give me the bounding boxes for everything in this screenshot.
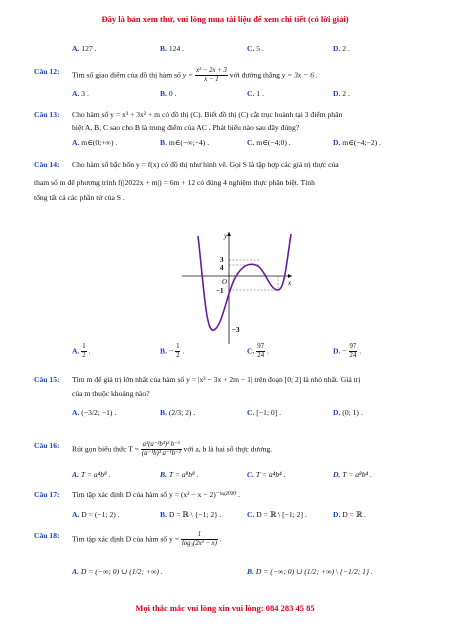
option-label: D. bbox=[333, 510, 341, 519]
option-value: T = a⁴b⁴ . bbox=[253, 470, 286, 479]
option-value: 127 . bbox=[79, 44, 97, 53]
option-label: D. bbox=[333, 44, 341, 53]
tick-3: 3 bbox=[220, 256, 224, 264]
option-value: 2 . bbox=[340, 89, 350, 98]
option-label: B. bbox=[160, 408, 167, 417]
y-label: y bbox=[224, 232, 228, 240]
option-label: C. bbox=[247, 89, 255, 98]
option-label: C. bbox=[247, 510, 255, 519]
x-label: x bbox=[288, 279, 292, 287]
prev-option-c bbox=[247, 44, 264, 53]
option-value: D = ℝ \ {−1; 2} . bbox=[166, 510, 222, 519]
option-label: C. bbox=[247, 470, 254, 479]
option-label: D. bbox=[333, 408, 341, 417]
q15-option-a bbox=[72, 408, 116, 417]
q16-option-c bbox=[247, 470, 286, 479]
option-value: (0; 1) . bbox=[340, 408, 363, 417]
option-label: B. bbox=[160, 470, 167, 479]
q15-option-c bbox=[247, 408, 281, 417]
question-text: Tìm tập xác định D của hàm số y = (x² − x − 2)⁻ˡᵒᵍ²⁰²⁰ . bbox=[72, 490, 240, 499]
q14-option-b: B. − $\frac{1}{2}$ . bbox=[160, 343, 185, 359]
option-label: A. bbox=[72, 44, 80, 53]
question-text-line1: Cho hàm số y = x³ + 3x² + m có đồ thị (C). Biết đồ thị (C) cắt trục hoành tại 3 điểm phân bbox=[72, 110, 343, 119]
q13-option-b bbox=[160, 138, 209, 147]
option-value: 2 . bbox=[340, 44, 350, 53]
q16-option-a bbox=[72, 470, 111, 479]
option-label: A. bbox=[72, 89, 80, 98]
q13-option-c bbox=[247, 138, 291, 147]
prev-option-a bbox=[72, 44, 96, 53]
option-label: B. bbox=[160, 44, 167, 53]
preview-banner: Đây là bản xem thử, vui lòng mua tài liệu để xem chi tiết (có lời giải) bbox=[101, 14, 349, 24]
q15-option-b bbox=[160, 408, 195, 417]
contact-banner: Mọi thắc mắc vui lòng xin vui lòng: 084 283 45 85 bbox=[135, 603, 315, 613]
q16-option-d bbox=[333, 470, 372, 479]
prev-option-d bbox=[333, 44, 350, 53]
q13-option-a bbox=[72, 138, 117, 147]
option-value: m∈(−∞;−4) . bbox=[166, 138, 210, 147]
option-label: B. bbox=[160, 510, 167, 519]
option-label: A. bbox=[72, 138, 80, 147]
function-curve bbox=[198, 234, 291, 330]
option-value: 3 . bbox=[79, 89, 89, 98]
option-value: T = a⁴b⁸ . bbox=[78, 470, 111, 479]
q14-option-c: C. $\frac{97}{24}$ . bbox=[247, 343, 269, 359]
option-value: (2/3; 2) . bbox=[166, 408, 196, 417]
option-value: T = a⁸b⁸ . bbox=[166, 470, 199, 479]
option-value: D = (−∞; 0) ∪ (1/2; +∞) \ {−1/2; 1} . bbox=[253, 567, 373, 576]
q18-option-b bbox=[247, 567, 373, 576]
option-label: A. bbox=[72, 408, 80, 417]
prev-option-b bbox=[160, 44, 184, 53]
tick-minus1: −1 bbox=[216, 287, 224, 295]
function-graph bbox=[176, 228, 296, 346]
option-value: 124 . bbox=[166, 44, 185, 53]
q15-option-d bbox=[333, 408, 363, 417]
x-axis-arrow bbox=[288, 274, 292, 278]
fraction: $\frac{1}{\text{log₃(2x² − x)}}$ bbox=[181, 531, 217, 547]
question-number: Câu 16: bbox=[34, 441, 60, 450]
option-value: m∈(−4;−2) . bbox=[340, 138, 381, 147]
question-text-line1: Cho hàm số bậc bốn y = f(x) có đồ thị như hình vẽ. Gọi S là tập hợp các giá trị thực của bbox=[72, 160, 339, 169]
q13-option-d bbox=[333, 138, 381, 147]
q17-option-a bbox=[72, 510, 120, 519]
question-text: Tìm tập xác định D của hàm số y = $\frac{1}{\text{log₃(2x² − x)}}$ . bbox=[72, 531, 222, 547]
origin-label: O bbox=[222, 278, 228, 286]
option-label: B. bbox=[160, 89, 167, 98]
option-label: B. bbox=[160, 138, 167, 147]
option-value: m∈(0;+∞) . bbox=[79, 138, 118, 147]
q17-option-d bbox=[333, 510, 366, 519]
question-text-line1: Tìm m để giá trị lớn nhất của hàm số y = |x³ − 3x + 2m − 1| trên đoạn [0; 2] là nhỏ nhất. Giá trị bbox=[72, 375, 361, 384]
option-value: 0 . bbox=[166, 89, 177, 98]
q17-option-b bbox=[160, 510, 222, 519]
option-label: A. bbox=[72, 510, 80, 519]
q12-option-b bbox=[160, 89, 176, 98]
option-value: (−3/2; −1) . bbox=[79, 408, 117, 417]
option-label: C. bbox=[247, 44, 255, 53]
option-label: A. bbox=[72, 470, 79, 479]
option-value: D = (−∞; 0) ∪ (1/2; +∞) . bbox=[78, 567, 163, 576]
question-number: Câu 15: bbox=[34, 375, 60, 384]
q16-option-b bbox=[160, 470, 199, 479]
question-number: Câu 14: bbox=[34, 160, 60, 169]
q17-option-c bbox=[247, 510, 307, 519]
option-value: m∈(−4;0) . bbox=[254, 138, 291, 147]
option-value: T = a⁸b⁴ . bbox=[340, 470, 372, 479]
option-value: 1 . bbox=[254, 89, 264, 98]
question-text: Tìm số giao điểm của đồ thị hàm số y = $\frac{\text{x² − 2x + 3}}{x - 1}$ với đường thẳng y = 3x − 6 . bbox=[72, 67, 318, 83]
q14-option-a: A. $\frac{1}{2}$ . bbox=[72, 343, 91, 359]
question-number: Câu 13: bbox=[34, 110, 60, 119]
tick-minus3: −3 bbox=[232, 326, 240, 334]
tick-4: 4 bbox=[220, 264, 224, 272]
option-label: A. bbox=[72, 567, 79, 576]
q12-option-d bbox=[333, 89, 350, 98]
q12-option-a bbox=[72, 89, 89, 98]
fraction: $\frac{\text{a³(a⁻²b³)² b⁻¹}}{\text{(a⁻¹b)³ a⁻¹b⁻²}}$ bbox=[141, 441, 181, 457]
y-axis-arrow bbox=[227, 232, 231, 236]
q14-option-d: D. − $\frac{97}{24}$ . bbox=[333, 343, 362, 359]
option-value: [−1; 0] . bbox=[254, 408, 282, 417]
option-label: C. bbox=[247, 408, 255, 417]
option-value: D = (−1; 2) . bbox=[79, 510, 120, 519]
q18-option-a bbox=[72, 567, 163, 576]
option-value: D = ℝ \ [−1; 2] . bbox=[254, 510, 307, 519]
q12-option-c bbox=[247, 89, 264, 98]
question-number: Câu 12: bbox=[34, 67, 60, 76]
option-value: 5 . bbox=[254, 44, 264, 53]
fraction: $\frac{\text{x² − 2x + 3}}{x - 1}$ bbox=[196, 67, 227, 83]
option-value: D = ℝ . bbox=[340, 510, 366, 519]
option-label: C. bbox=[247, 138, 255, 147]
question-text: Rút gọn biểu thức T = $\frac{\text{a³(a⁻²b³)² b⁻¹}}{\text{(a⁻¹b)³ a⁻¹b⁻²}}$ với a, b là hai số thực dương. bbox=[72, 441, 273, 457]
option-label: B. bbox=[247, 567, 254, 576]
option-label: D. bbox=[333, 138, 341, 147]
option-label: D. bbox=[333, 470, 341, 479]
option-label: D. bbox=[333, 89, 341, 98]
question-number: Câu 18: bbox=[34, 531, 60, 540]
question-number: Câu 17: bbox=[34, 490, 60, 499]
